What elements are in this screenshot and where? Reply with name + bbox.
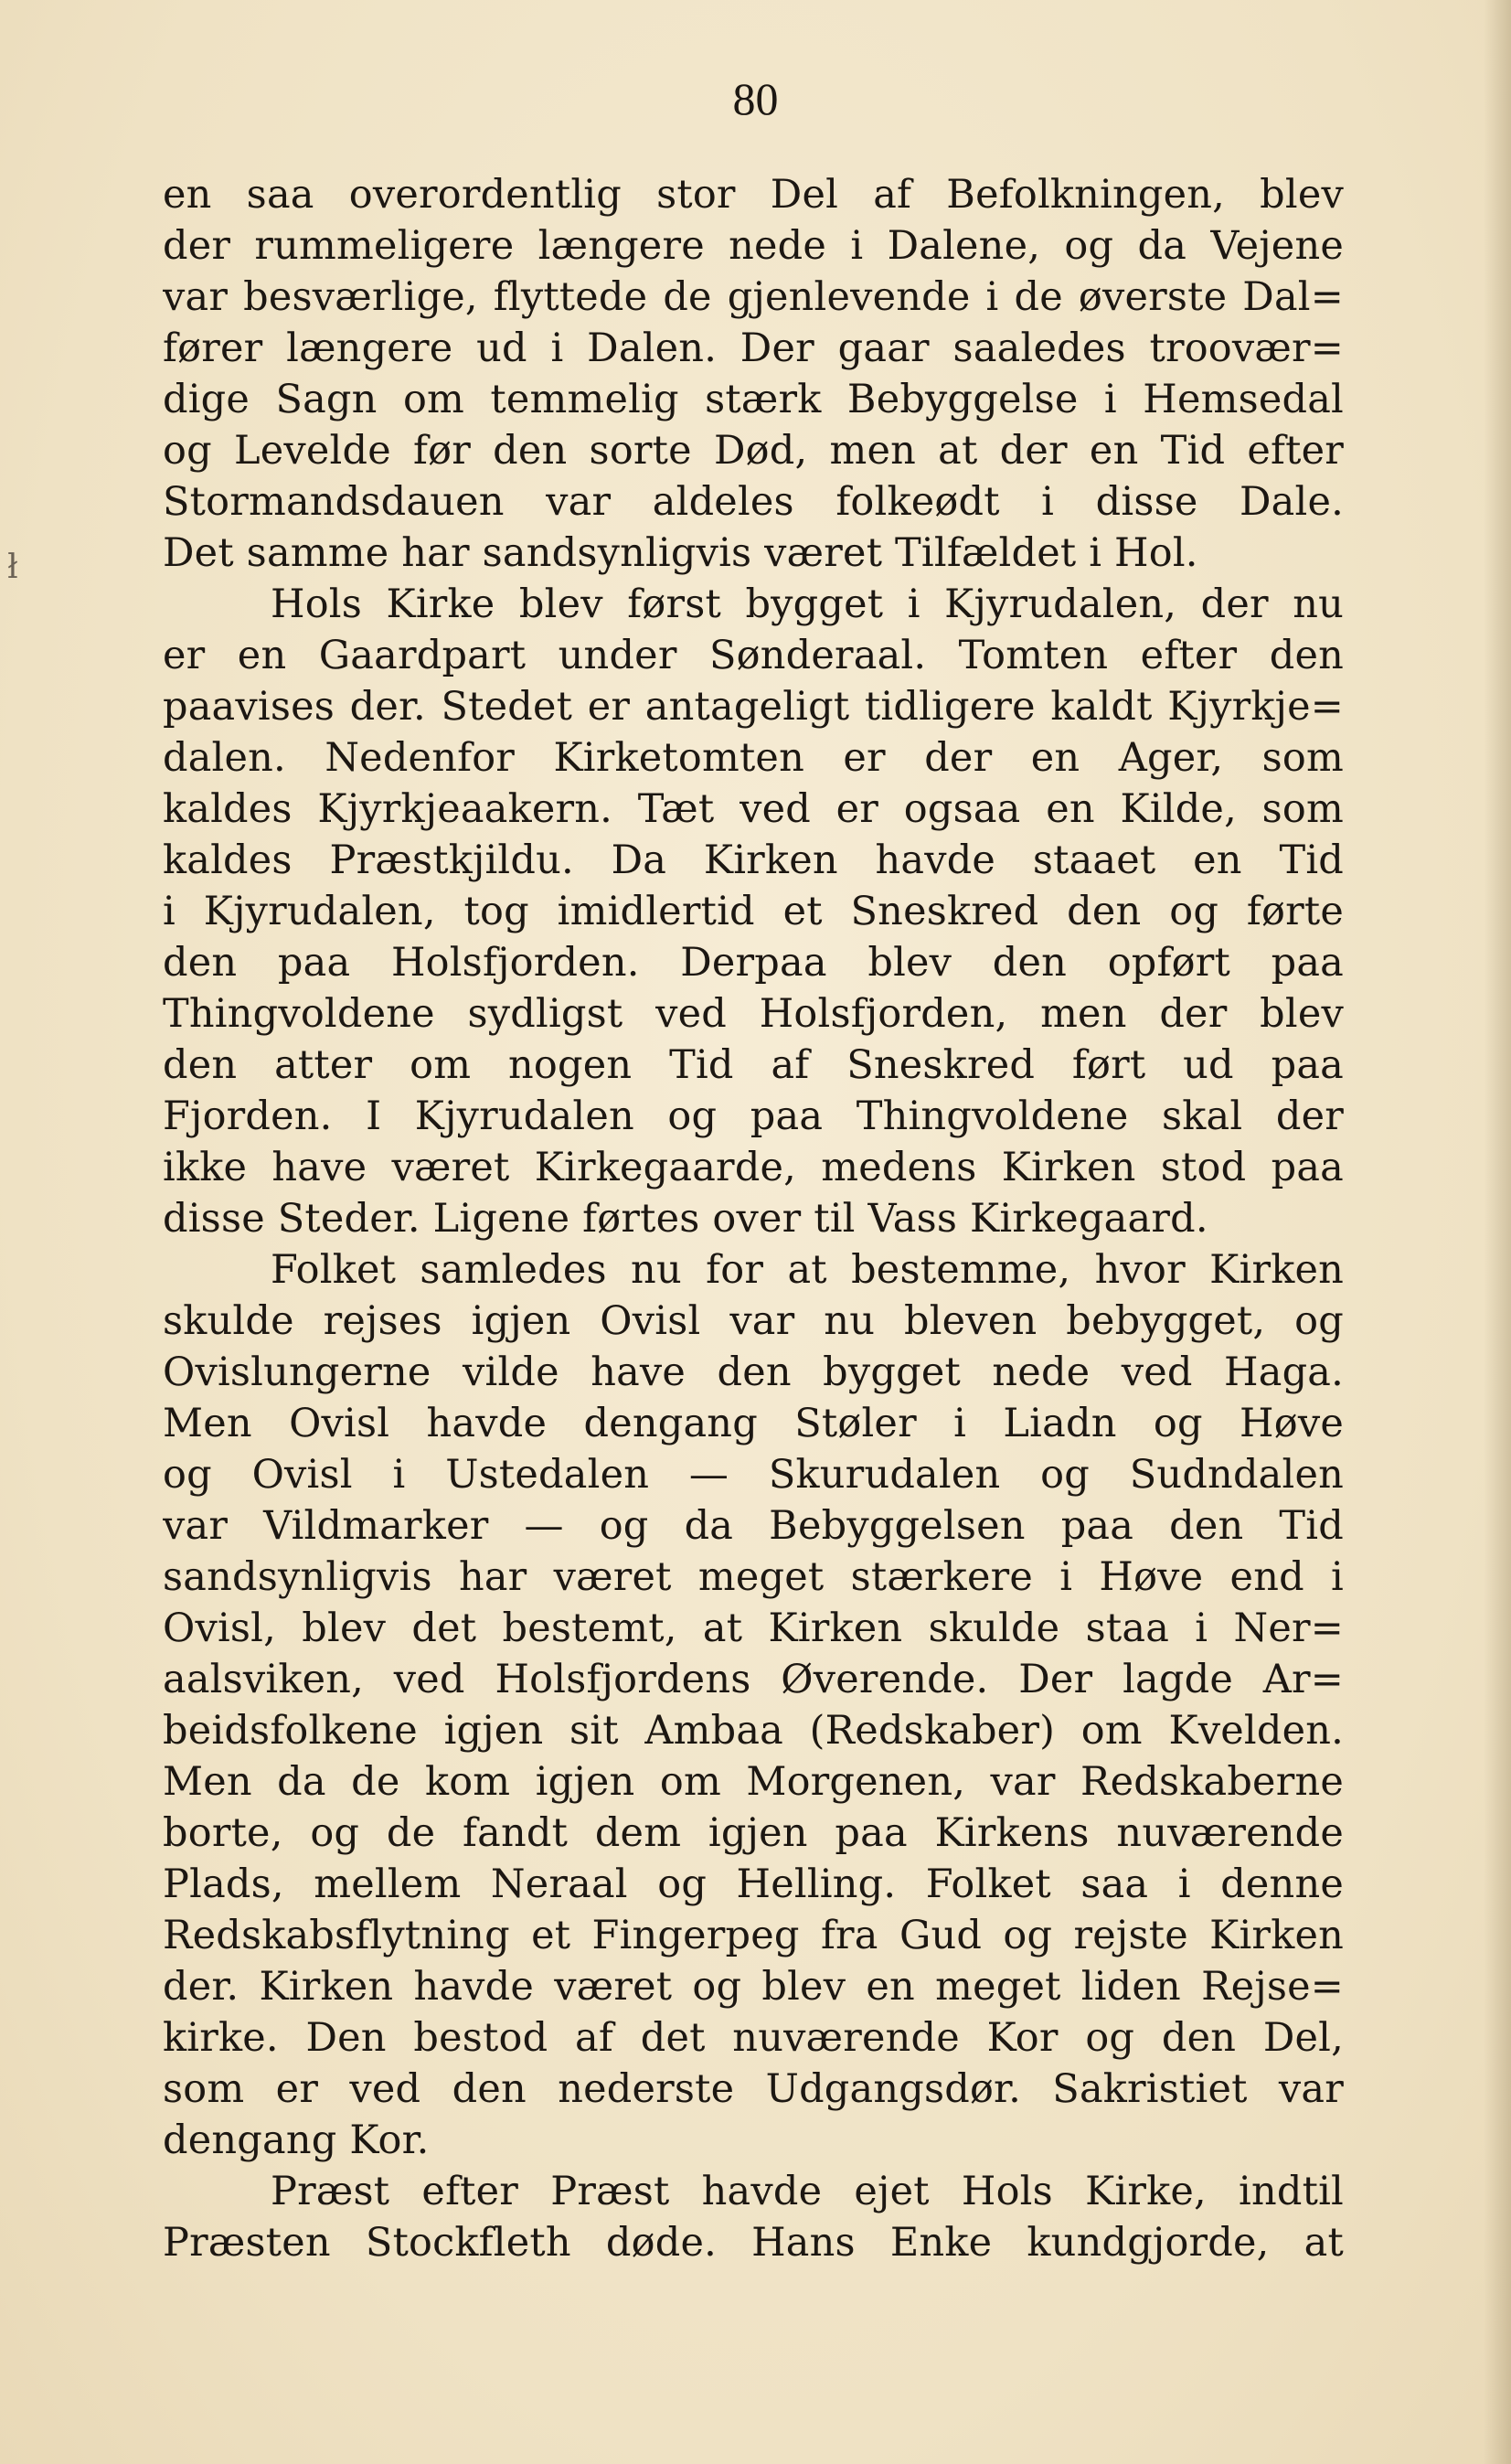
text-line: disse Steder. Ligene førtes over til Vass Kirkegaard. — [163, 1196, 1208, 1242]
text-line: der. Kirken havde været og blev en meget liden Rejse= — [163, 1964, 1344, 2010]
text-line: den paa Holsfjorden. Derpaa blev den opført paa — [163, 940, 1344, 986]
text-line: Plads, mellem Neraal og Helling. Folket saa i denne — [163, 1861, 1344, 1907]
text-line: borte, og de fandt dem igjen paa Kirkens nuværende — [163, 1810, 1344, 1856]
text-line: paavises der. Stedet er antageligt tidligere kaldt Kjyrkje= — [163, 684, 1344, 730]
text-line: i Kjyrudalen, tog imidlertid et Sneskred den og førte — [163, 889, 1344, 934]
text-line: dengang Kor. — [163, 2117, 430, 2163]
page-edge-shadow — [1484, 0, 1511, 2464]
text-line: Men Ovisl havde dengang Støler i Liadn og Høve — [163, 1401, 1344, 1446]
text-line: som er ved den nederste Udgangsdør. Sakristiet var — [163, 2066, 1344, 2112]
body-text — [163, 169, 1344, 2268]
text-line: Men da de kom igjen om Morgenen, var Redskaberne — [163, 1759, 1344, 1805]
text-line: og Levelde før den sorte Død, men at der en Tid efter — [163, 428, 1344, 474]
text-line: Præsten Stockfleth døde. Hans Enke kundgjorde, at — [163, 2220, 1344, 2266]
text-line: var besværlige, flyttede de gjenlevende i de øverste Dal= — [163, 274, 1344, 320]
text-line: kirke. Den bestod af det nuværende Kor og den Del, — [163, 2015, 1344, 2061]
text-line: den atter om nogen Tid af Sneskred ført ud paa — [163, 1042, 1344, 1088]
text-line: var Vildmarker — og da Bebyggelsen paa den Tid — [163, 1503, 1344, 1549]
text-line: en saa overordentlig stor Del af Befolkningen, blev — [163, 172, 1344, 218]
text-line: aalsviken, ved Holsfjordens Øverende. Der lagde Ar= — [163, 1657, 1344, 1702]
text-line: Folket samledes nu for at bestemme, hvor Kirken — [271, 1247, 1344, 1293]
text-line: sandsynligvis har været meget stærkere i Høve end i — [163, 1554, 1344, 1600]
text-line: Redskabsflytning et Fingerpeg fra Gud og rejste Kirken — [163, 1913, 1344, 1958]
text-line: fører længere ud i Dalen. Der gaar saaledes troovær= — [163, 325, 1344, 371]
text-line: skulde rejses igjen Ovisl var nu bleven bebygget, og — [163, 1298, 1344, 1344]
text-line: kaldes Præstkjildu. Da Kirken havde staaet en Tid — [163, 837, 1344, 883]
text-line: er en Gaardpart under Sønderaal. Tomten efter den — [163, 633, 1344, 678]
page-number: 80 — [732, 73, 779, 124]
text-line: dalen. Nedenfor Kirketomten er der en Ager, som — [163, 735, 1344, 781]
text-line: Præst efter Præst havde ejet Hols Kirke, indtil — [271, 2169, 1344, 2214]
text-line: dige Sagn om temmelig stærk Bebyggelse i Hemsedal — [163, 377, 1344, 422]
text-line: ikke have været Kirkegaarde, medens Kirken stod paa — [163, 1145, 1344, 1190]
text-line: Thingvoldene sydligst ved Holsfjorden, men der blev — [163, 991, 1344, 1037]
text-line: Det samme har sandsynligvis været Tilfældet i Hol. — [163, 530, 1198, 576]
text-line: og Ovisl i Ustedalen — Skurudalen og Sudndalen — [163, 1452, 1344, 1498]
text-line: der rummeligere længere nede i Dalene, og da Vejene — [163, 223, 1344, 269]
text-line: kaldes Kjyrkjeaakern. Tæt ved er ogsaa en Kilde, som — [163, 786, 1344, 832]
margin-mark: ł — [7, 549, 18, 586]
text-line: Hols Kirke blev først bygget i Kjyrudalen, der nu — [271, 581, 1344, 627]
text-line: Ovislungerne vilde have den bygget nede ved Haga. — [163, 1349, 1344, 1395]
text-line: Ovisl, blev det bestemt, at Kirken skulde staa i Ner= — [163, 1605, 1344, 1651]
text-line: beidsfolkene igjen sit Ambaa (Redskaber) om Kvelden. — [163, 1708, 1344, 1754]
text-line: Fjorden. I Kjyrudalen og paa Thingvoldene skal der — [163, 1093, 1344, 1139]
text-line: Stormandsdauen var aldeles folkeødt i disse Dale. — [163, 479, 1344, 525]
